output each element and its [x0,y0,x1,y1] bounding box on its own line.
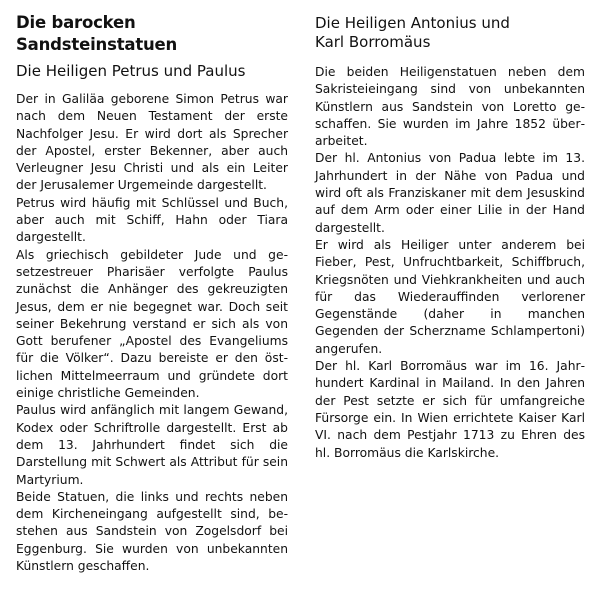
paragraph-statues-sakristei: Die beiden Heiligenstatuen neben dem Sakristeieingang sind von unbekannten Künstlern aus Sandstein von Loretto geschaffen. Sie wurden im Jahre 1852 überarbeitet. [315,65,585,149]
paragraph-paulus-intro: Als griechisch gebildeter Jude und gesetzestreuer Pharisäer verfolgte Paulus zunächst die Anhänger des gekreuzigten Jesus, dem er nie begegnet war. Doch seit seiner Bekehrung verstand er sich als von Gott berufener „Apostel des Evangeliums für die Völker“. Dazu bereiste er den östlichen Mittelmeerraum und gründete dort einige christliche Gemeinden. [16,247,288,401]
section-title-line-2: Karl Borromäus [315,33,431,51]
right-column [315,12,585,462]
paragraph-borromaeus: Der hl. Karl Borromäus war im 16. Jahrhundert Kardinal in Mailand. In den Jahren der Pest setzte er sich für umfangreiche Fürsorge ein. In Wien errichtete Kaiser Karl VI. nach dem Pestjahr 1713 zu Ehren des hl. Borromäus die Karlskirche. [315,359,585,460]
section-title-line-1: Die Heiligen Antonius und [315,14,510,32]
paragraph-statues-origin: Beide Statuen, die links und rechts neben dem Kircheneingang aufgestellt sind, bestehen aus Sandstein von Zogelsdorf bei Eggenburg. Sie wurden von unbekannten Künstlern geschaffen. [16,489,288,574]
paragraph-antonius: Der hl. Antonius von Padua lebte im 13. Jahrhundert in der Nähe von Padua und wird oft als Franziskaner mit dem Jesuskind auf dem Arm oder einer Lilie in der Hand dargestellt. [315,151,585,235]
section-title-petrus-paulus: Die Heiligen Petrus und Paulus [16,62,246,80]
paragraph-petrus-intro: Der in Galiläa geborene Simon Petrus war nach dem Neuen Testament der erste Nachfolger Jesu. Er wird dort als Sprecher der Apostel, erster Bekenner, aber auch Verleugner Jesu Christi und als ein Leiter der Jerusalemer Urgemeinde dargestellt. [16,92,288,193]
left-column [16,12,288,575]
section-title-antonius-borromaeus [315,14,585,52]
paragraph-antonius-patronage: Er wird als Heiliger unter anderem bei Fieber, Pest, Unfruchtbarkeit, Schiffbruch, Kriegsnöten und Viehkrankheiten und auch für das Wiederauffinden verlorener Gegenstände (daher in manchen Gegenden der Scherzname Schlampertoni) angerufen. [315,237,585,356]
page-title: Die barocken Sandsteinstatuen [16,13,178,54]
paragraph-petrus-attributes: Petrus wird häufig mit Schlüssel und Buch, aber auch mit Schiff, Hahn oder Tiara dargestellt. [16,195,288,245]
paragraph-paulus-attributes: Paulus wird anfänglich mit langem Gewand, Kodex oder Schriftrolle dargestellt. Erst ab dem 13. Jahrhundert findet sich die Darstellung mit Schwert als Attribut für sein Martyrium. [16,403,288,487]
